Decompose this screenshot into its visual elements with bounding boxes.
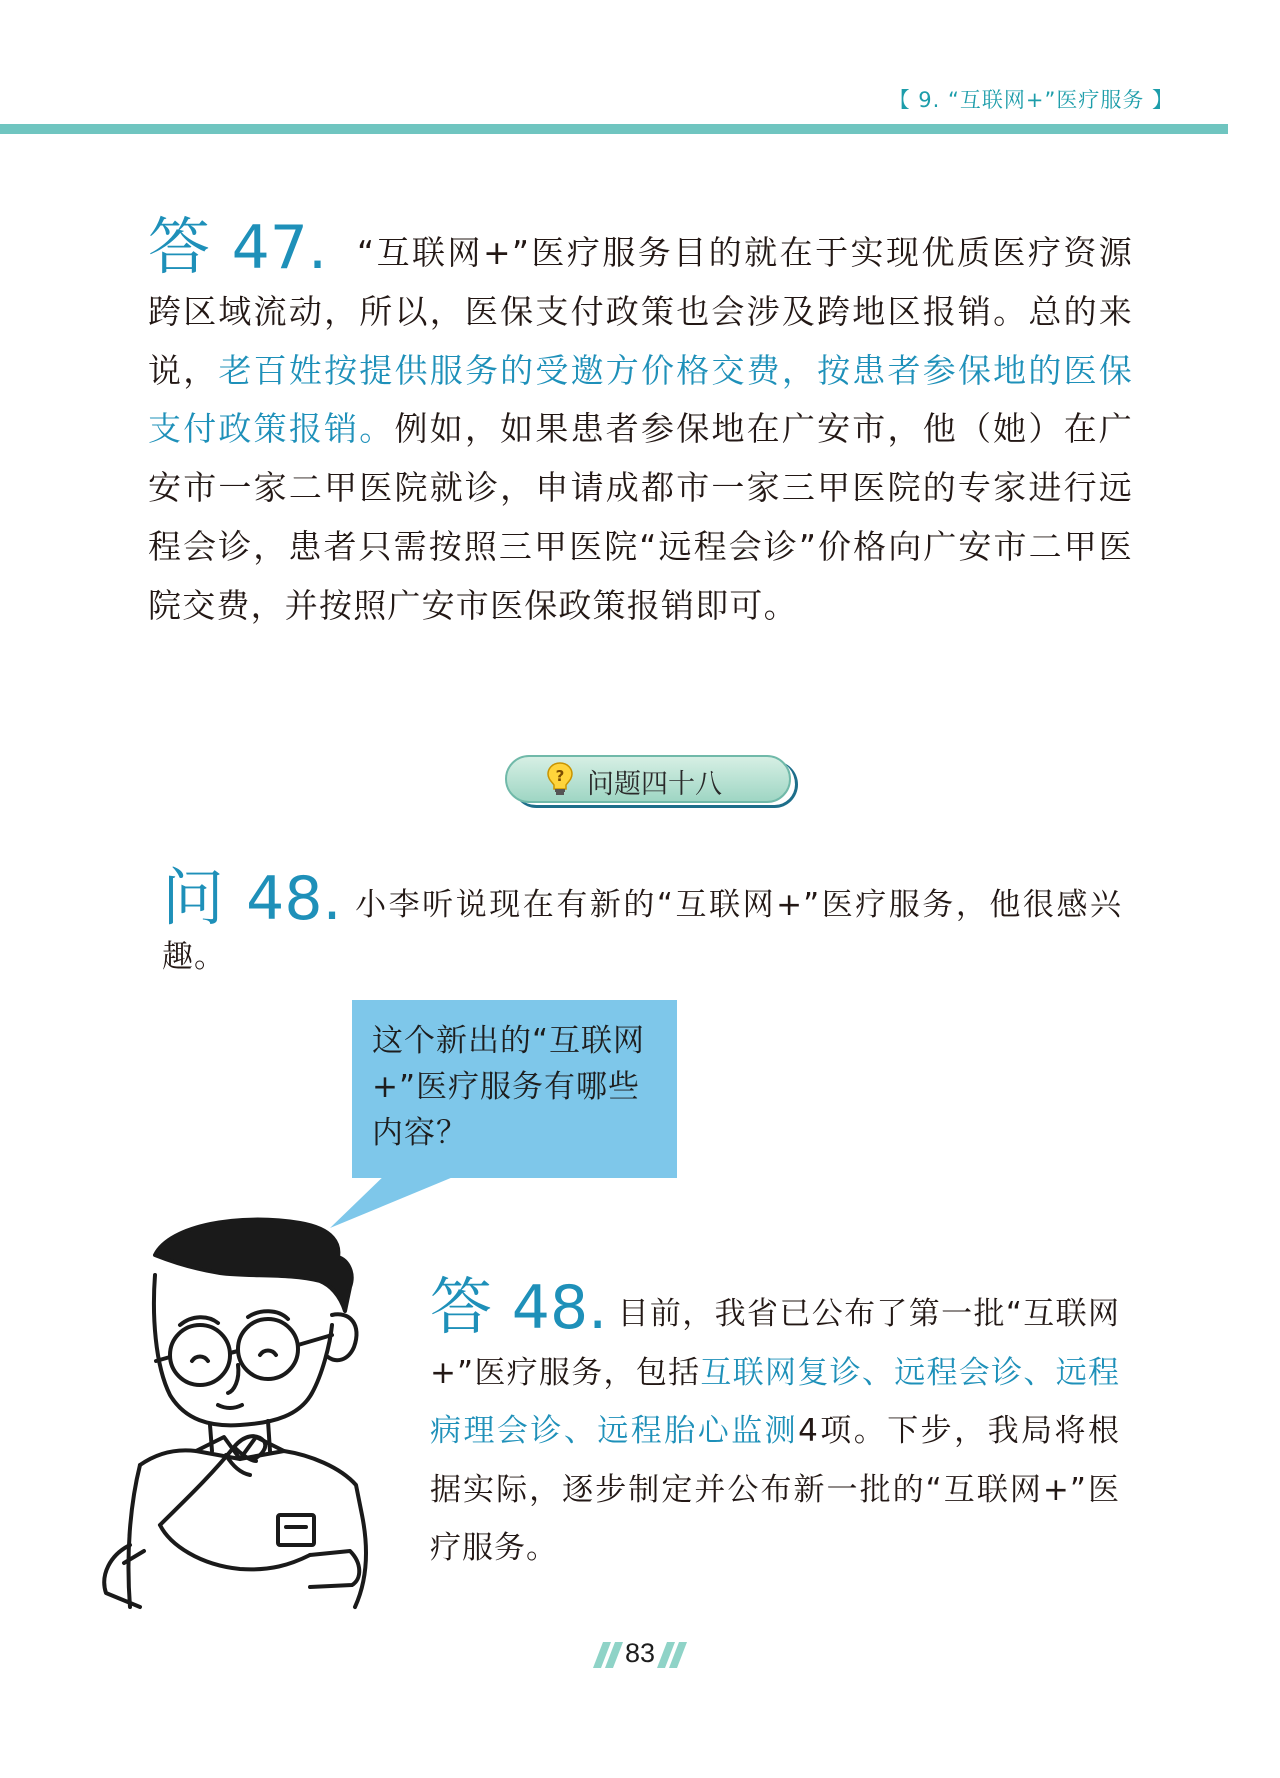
thinking-man-with-glasses-icon [100,1215,460,1610]
lightbulb-question-icon [545,761,575,797]
answer-48-highlight: 互联网复诊、远程会诊、远程病理会诊、远程胎心监测 [430,1354,1120,1449]
answer-48-paragraph [430,1270,1121,1578]
question-48-label: 问 48. [162,861,342,934]
answer-47-text-2: 例如，如果患者参保地在广安市，他（她）在广安市一家二甲医院就诊，申请成都市一家三甲医院的专家进行远程会诊，患者只需按照三甲医院“远程会诊”价格向广安市二甲医院交费，并按照广安市医保政策报销即可。 [148,409,1134,625]
answer-47-highlight: 老百姓按提供服务的受邀方价格交费，按患者参保地的医保支付政策报销。 [148,350,1133,449]
answer-47-text-1: “互联网+”医疗服务目的就在于实现优质医疗资源跨区域流动，所以，医保支付政策也会涉及跨地区报销。总的来说， [148,233,1133,390]
header-divider [0,124,1228,134]
page-header [0,0,1280,140]
speech-bubble [352,1000,677,1178]
page-number: 83 [624,1638,656,1668]
answer-48-label: 答 48. [430,1270,608,1343]
question-48-paragraph [162,861,1122,983]
answer-47-label: 答 47. [148,210,328,283]
page-footer [585,1638,695,1672]
question-badge-label: 问题四十八 [587,769,722,800]
answer-48-block [430,1270,1121,1578]
answer-48-text-1: 目前，我省已公布了第一批“互联网+”医疗服务，包括 [430,1296,1120,1391]
answer-47-block [148,210,1134,636]
speech-bubble-text: 这个新出的“互联网+”医疗服务有哪些内容？ [372,1023,646,1151]
answer-48-text-2: 4项。下步，我局将根据实际，逐步制定并公布新一批的“互联网+”医疗服务。 [430,1413,1121,1566]
answer-47-paragraph [148,210,1134,636]
section-label: 【 9. “互联网+”医疗服务 】 [888,88,1174,112]
question-48-block [162,861,1122,983]
svg-text:?: ? [555,767,565,785]
question-48-text: 小李听说现在有新的“互联网+”医疗服务，他很感兴趣。 [162,887,1122,975]
question-48-badge [505,755,795,805]
